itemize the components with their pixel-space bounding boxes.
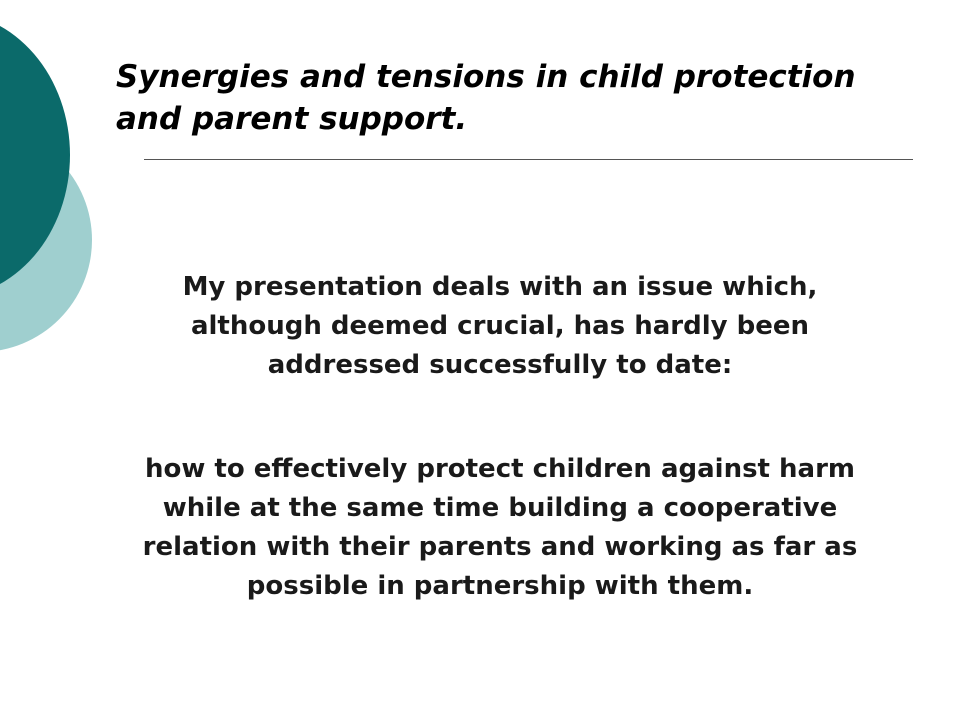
title-divider bbox=[144, 159, 913, 160]
intro-text: My presentation deals with an issue which, although deemed crucial, has hardly been addressed successfully to date: bbox=[182, 272, 818, 380]
slide-title: Synergies and tensions in child protection and parent support. bbox=[116, 59, 856, 137]
question-text: how to effectively protect children against harm while at the same time building a cooperative relation with their parents and working as far as possible in partnership with them. bbox=[142, 454, 858, 601]
